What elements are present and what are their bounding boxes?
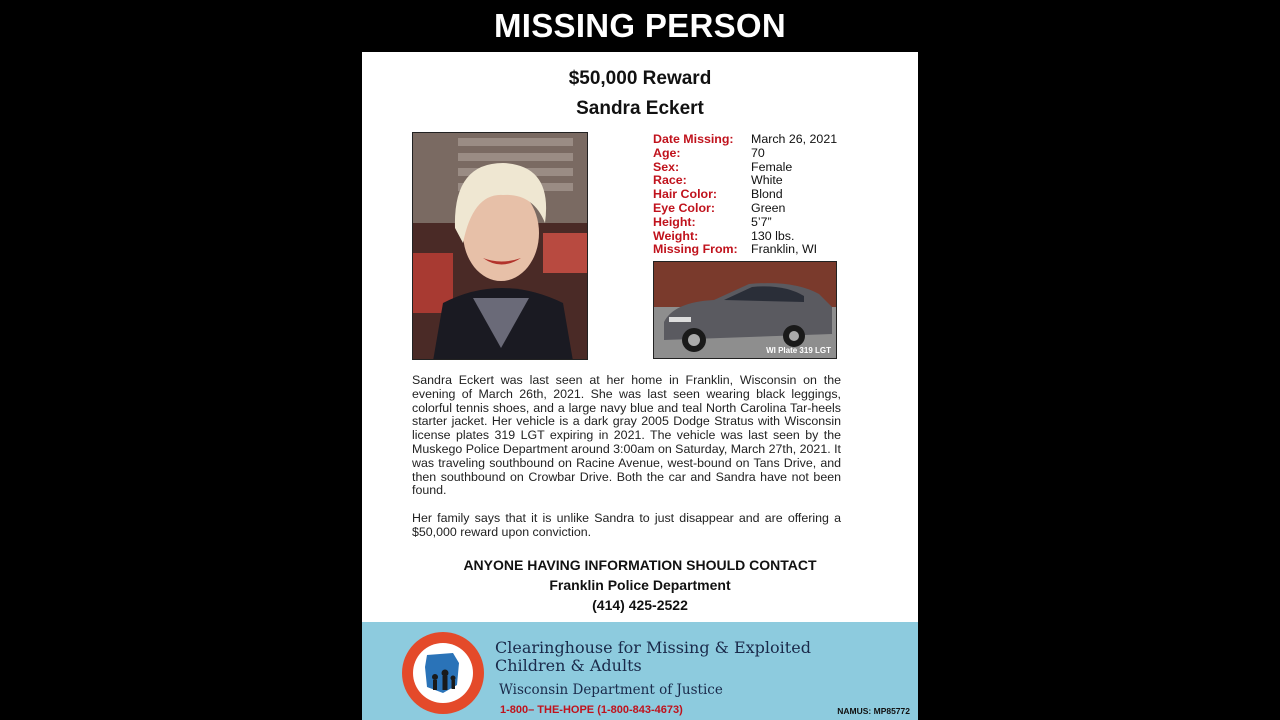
hotline-number: 1-800– THE-HOPE (1-800-843-4673): [500, 704, 683, 716]
detail-value: Franklin, WI: [751, 242, 818, 257]
reward-heading: $50,000 Reward: [568, 68, 712, 89]
detail-value: Female: [751, 159, 793, 174]
details-list: [653, 133, 873, 257]
detail-label: Eye Color:: [653, 200, 715, 215]
contact-phone: (414) 425-2522: [592, 597, 688, 613]
description-paragraph: Sandra Eckert was last seen at her home in Franklin, Wisconsin on the evening of March 26th, 2021. She was last seen wearing black leggings, colorful tennis shoes, and a large navy blue and teal North Carolina Tar-heels starter jacket. Her vehicle is a dark gray 2005 Dodge Stratus with Wisconsin license plates 319 LGT expiring in 2021. The vehicle was last seen by the Muskego Police Department around 3:00am on Saturday, March 27th, 2021. It was traveling southbound on Racine Avenue, west-bound on Tans Drive, and then southbound on Crowbar Drive. Both the car and Sandra have not been found.: [412, 373, 841, 498]
detail-label: Hair Color:: [653, 187, 718, 202]
detail-row: [653, 174, 873, 188]
org-line-1: Clearinghouse for Missing & Exploited: [495, 638, 811, 657]
detail-row: [653, 147, 873, 161]
detail-value: 130 lbs.: [751, 228, 795, 243]
detail-label: Height:: [653, 214, 696, 229]
detail-row: [653, 243, 873, 257]
footer-banner: [362, 622, 918, 720]
detail-label: Missing From:: [653, 242, 738, 257]
missing-person-poster: [362, 0, 918, 720]
clearinghouse-name: [495, 639, 811, 675]
detail-value: White: [751, 173, 783, 188]
detail-row: [653, 188, 873, 202]
detail-label: Weight:: [653, 228, 699, 243]
person-photo: [412, 132, 588, 360]
page-title: MISSING PERSON: [362, 0, 918, 52]
detail-label: Sex:: [653, 159, 680, 174]
detail-value: Green: [751, 200, 786, 215]
detail-label: Date Missing:: [653, 132, 734, 146]
detail-row: [653, 202, 873, 216]
detail-row: [653, 216, 873, 230]
department-name: Wisconsin Department of Justice: [499, 682, 723, 698]
family-statement: Her family says that it is unlike Sandra to just disappear and are offering a $50,000 reward upon conviction.: [412, 511, 841, 539]
contact-heading: ANYONE HAVING INFORMATION SHOULD CONTACT: [463, 557, 817, 573]
detail-value: 70: [751, 145, 765, 160]
detail-value: Blond: [751, 187, 783, 202]
detail-value: 5’7”: [751, 214, 772, 229]
detail-label: Race:: [653, 173, 687, 188]
contact-agency: Franklin Police Department: [549, 577, 731, 593]
detail-row: [653, 133, 873, 147]
person-name: Sandra Eckert: [576, 98, 704, 119]
vehicle-plate-caption: WI Plate 319 LGT: [766, 346, 831, 355]
detail-row: [653, 230, 873, 244]
namus-id: NAMUS: MP85772: [837, 706, 910, 716]
detail-row: [653, 161, 873, 175]
vehicle-photo: [653, 261, 837, 359]
detail-value: March 26, 2021: [751, 132, 838, 146]
detail-label: Age:: [653, 145, 681, 160]
org-line-2: Children & Adults: [495, 656, 642, 675]
wisconsin-seal-logo: [402, 632, 484, 714]
